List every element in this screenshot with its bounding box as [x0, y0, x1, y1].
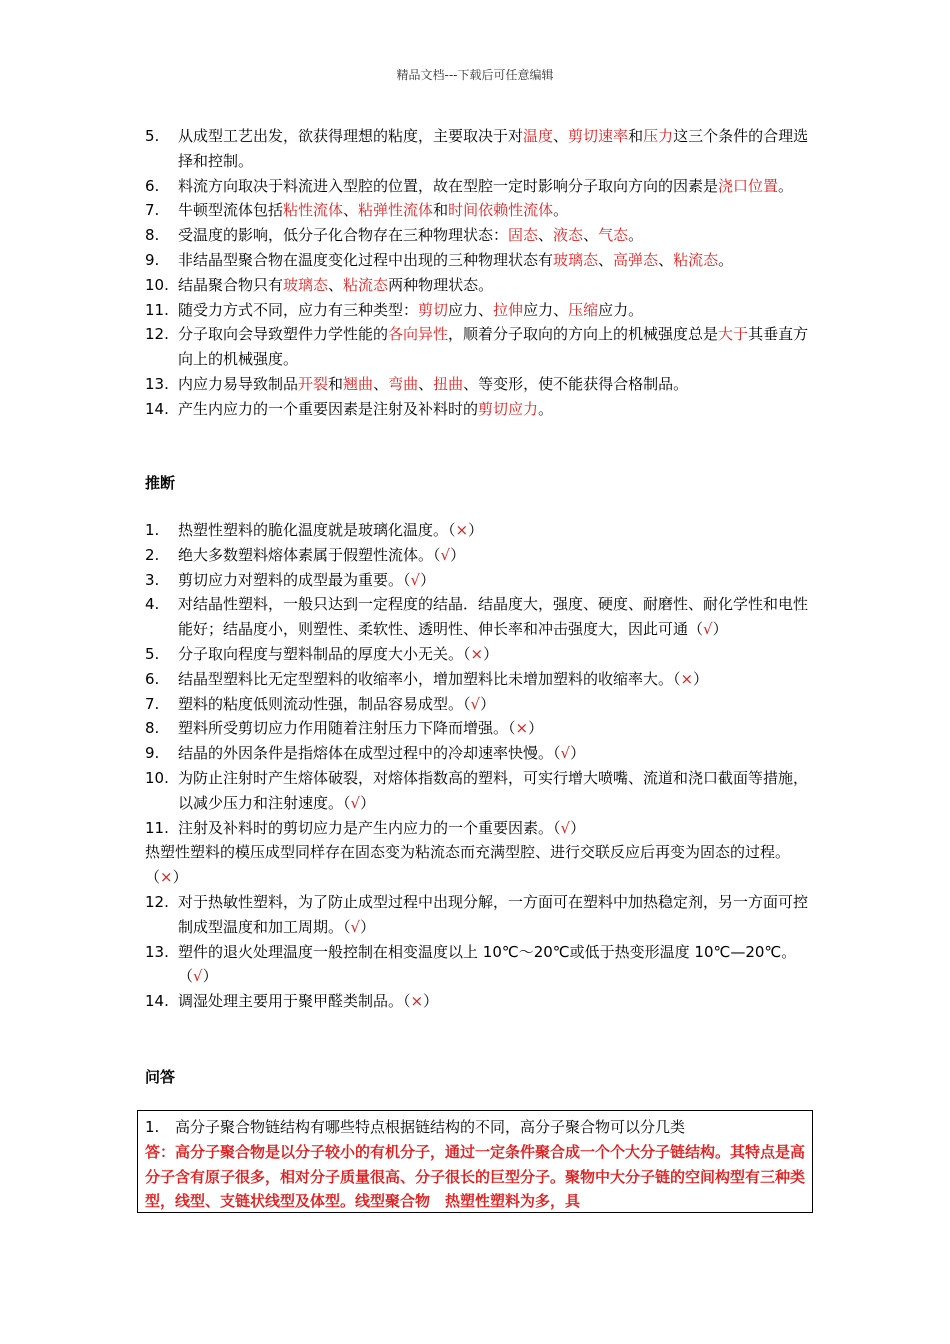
answer-text: 弯曲: [388, 374, 419, 393]
question-text: 牛顿型流体包括: [178, 201, 284, 220]
question-text: 。: [628, 226, 644, 245]
answer-text: 粘流态: [343, 275, 389, 294]
question-text-end: ）: [202, 967, 218, 986]
answer-mark: √: [560, 744, 571, 763]
answer-text: 压缩: [568, 300, 599, 319]
question-text: 。: [553, 201, 569, 220]
item-text: [178, 642, 810, 667]
question-text: 、: [328, 275, 344, 294]
question-text: 为防止注射时产生熔体破裂，对熔体指数高的塑料，可实行增大喷嘴、流道和浇口截面等措施，以减少压力和注射速度。（: [178, 768, 809, 812]
question-text: 结晶的外因条件是指熔体在成型过程中的冷却速率快慢。（: [178, 744, 561, 763]
question-text: 热塑性塑料的脆化温度就是玻璃化温度。（: [178, 521, 456, 539]
answer-mark: ×: [470, 644, 484, 663]
question-text: 、: [373, 374, 389, 393]
fill-blank-item: [145, 372, 810, 397]
answer-text: 扭曲: [433, 374, 464, 393]
question-text: 产生内应力的一个重要因素是注射及补料时的: [178, 399, 479, 418]
judgement-item: [145, 692, 810, 717]
question-text: 塑料的粘度低则流动性强，制品容易成型。（: [178, 694, 471, 713]
question-text-end: ）: [172, 868, 188, 887]
answer-text: 液态: [553, 226, 584, 245]
item-text: [178, 223, 810, 248]
item-text: [178, 543, 810, 568]
item-number: 12.: [145, 892, 169, 911]
item-text: [178, 741, 810, 766]
qa-question: [145, 1115, 805, 1140]
answer-mark: √: [703, 620, 713, 639]
item-text: [178, 667, 810, 692]
answer-mark: √: [193, 967, 203, 986]
question-text-end: ）: [693, 669, 709, 688]
question-text: 、: [343, 201, 359, 220]
question-text: 其垂直方向上的机械强度。: [178, 325, 809, 369]
answer-mark: √: [470, 694, 481, 713]
answer-text: 气态: [598, 226, 629, 245]
qa-answer: 答：高分子聚合物是以分子较小的有机分子，通过一定条件聚合成一个个大分子链结构。其特点是高分子含有原子很多，相对分子质量很高、分子很长的巨型分子。聚物中大分子链的空间构型有三种类型，线型、支链状线型及体型。线型聚合物 热塑性塑料为多，具: [145, 1142, 806, 1211]
answer-text: 浇口位置: [718, 176, 779, 195]
qa-question-number: 1.: [145, 1118, 160, 1136]
item-number: 1.: [145, 521, 160, 539]
judgement-paragraph: [145, 840, 810, 890]
question-text: 、: [583, 226, 599, 245]
item-number: 10.: [145, 768, 169, 787]
question-text: 料流方向取决于料流进入型腔的位置，故在型腔一定时影响分子取向方向的因素是: [178, 176, 719, 195]
item-number: 11.: [145, 818, 169, 837]
question-text: 应力、: [448, 300, 494, 319]
item-number: 4.: [145, 595, 160, 614]
item-number: 9.: [145, 250, 160, 269]
qa-box: [137, 1110, 813, 1213]
question-text: 两种物理状态。: [388, 275, 494, 294]
answer-text: 玻璃态: [283, 275, 329, 294]
answer-mark: ×: [455, 521, 469, 539]
question-text: 结晶型塑料比无定型塑料的收缩率小，增加塑料比未增加塑料的收缩率大。（: [178, 669, 681, 688]
item-number: 14.: [145, 992, 169, 1011]
answer-text: 剪切: [418, 300, 449, 319]
question-text: 对于热敏性塑料，为了防止成型过程中出现分解，一方面可在塑料中加热稳定剂，另一方面可控制成型温度和加工周期。（: [178, 892, 809, 936]
answer-text: 时间依赖性流体: [448, 201, 554, 220]
question-text-end: ）: [360, 917, 376, 936]
item-number: 14.: [145, 399, 169, 418]
question-text-end: ）: [360, 793, 376, 812]
question-text: 受温度的影响，低分子化合物存在三种物理状态：: [178, 226, 509, 245]
question-text: 非结晶型聚合物在温度变化过程中出现的三种物理状态有: [178, 250, 554, 269]
question-text: 热塑性塑料的模压成型同样存在固态变为粘流态而充满型腔、进行交联反应后再变为固态的过程。（: [145, 843, 791, 887]
item-text: [178, 989, 810, 1014]
answer-mark: √: [350, 917, 361, 936]
answer-text: 剪切应力: [478, 399, 539, 418]
answer-mark: √: [560, 818, 571, 837]
item-text: [178, 372, 810, 397]
answer-text: 剪切速率: [568, 127, 629, 145]
question-text: 。: [538, 399, 554, 418]
judgement-item: [145, 667, 810, 692]
fill-blank-item: [145, 198, 810, 223]
answer-text: 拉伸: [493, 300, 524, 319]
item-text: [178, 940, 810, 990]
question-text: 和: [628, 127, 644, 145]
item-number: 3.: [145, 570, 160, 589]
item-number: 9.: [145, 744, 160, 763]
item-number: 11.: [145, 300, 169, 319]
question-text: 、: [418, 374, 434, 393]
answer-mark: √: [410, 570, 421, 589]
answer-text: 温度: [523, 127, 554, 145]
question-text: 分子取向会导致塑件力学性能的: [178, 325, 389, 344]
judgement-section-title: 推断: [145, 474, 176, 492]
answer-mark: √: [350, 793, 361, 812]
question-text: 剪切应力对塑料的成型最为重要。（: [178, 570, 411, 589]
judgement-item: [145, 816, 810, 841]
answer-text: 各向异性: [388, 325, 449, 344]
judgement-item: [145, 766, 810, 816]
item-number: 13.: [145, 374, 169, 393]
item-text: [178, 716, 810, 741]
answer-text: 压力: [643, 127, 674, 145]
question-text: 、: [598, 250, 614, 269]
qa-section-title: 问答: [145, 1068, 176, 1086]
question-text-end: ）: [468, 521, 484, 539]
judgement-item: [145, 940, 810, 990]
answer-text: 粘性流体: [283, 201, 344, 220]
fill-blank-item: [145, 397, 810, 422]
fill-blank-item: [145, 124, 810, 174]
fill-blank-item: [145, 298, 810, 323]
question-text: 分子取向程度与塑料制品的厚度大小无关。（: [178, 644, 471, 663]
question-text: 、: [538, 226, 554, 245]
fill-blank-item: [145, 223, 810, 248]
answer-mark: ×: [160, 868, 173, 887]
judgement-item: [145, 890, 810, 940]
judgement-item: [145, 741, 810, 766]
question-text-end: ）: [570, 818, 586, 837]
item-number: 6.: [145, 176, 160, 195]
question-text: 结晶聚合物只有: [178, 275, 284, 294]
answer-text: 固态: [508, 226, 539, 245]
answer-text: 翘曲: [343, 374, 374, 393]
question-text: 和: [433, 201, 449, 220]
item-number: 2.: [145, 545, 160, 564]
question-text: 注射及补料时的剪切应力是产生内应力的一个重要因素。（: [178, 818, 561, 837]
item-number: 6.: [145, 669, 160, 688]
judgement-item: [145, 543, 810, 568]
question-text: 调湿处理主要用于聚甲醛类制品。（: [178, 992, 411, 1011]
question-text: 塑件的退火处理温度一般控制在相变温度以上 10℃～20℃或低于热变形温度 10℃—20℃。（: [178, 942, 797, 986]
answer-text: 玻璃态: [553, 250, 599, 269]
item-text: [178, 816, 810, 841]
question-text-end: ）: [528, 719, 544, 738]
item-text: [178, 890, 810, 940]
question-text: 、: [658, 250, 674, 269]
item-text: [178, 322, 810, 372]
question-text: 这三个条件的合理选择和控制。: [178, 127, 809, 170]
judgement-item: [145, 989, 810, 1014]
question-text-end: ）: [480, 694, 496, 713]
question-text: 应力。: [598, 300, 644, 319]
judgement-item: [145, 568, 810, 593]
question-text-end: ）: [450, 545, 466, 564]
answer-text: 高弹态: [613, 250, 659, 269]
qa-question-text: 高分子聚合物链结构有哪些特点根据链结构的不同，高分子聚合物可以分几类: [175, 1118, 686, 1136]
question-text-end: ）: [423, 992, 439, 1011]
question-text: 内应力易导致制品: [178, 374, 299, 393]
judgement-item: [145, 716, 810, 741]
item-text: [178, 518, 810, 543]
item-text: [178, 592, 810, 642]
item-text: [178, 174, 810, 199]
question-text: 。: [778, 176, 794, 195]
item-text: [178, 248, 810, 273]
answer-mark: ×: [515, 719, 529, 738]
item-number: 5.: [145, 127, 160, 145]
judgement-item: [145, 642, 810, 667]
question-text: 从成型工艺出发，欲获得理想的粘度，主要取决于对: [178, 127, 524, 145]
judgement-list: [145, 518, 810, 1014]
question-text-end: ）: [483, 644, 499, 663]
question-text: 应力、: [523, 300, 569, 319]
item-number: 5.: [145, 644, 160, 663]
judgement-item: [145, 592, 810, 642]
item-text: [178, 198, 810, 223]
fill-blank-item: [145, 273, 810, 298]
item-number: 10.: [145, 275, 169, 294]
question-text: 、等变形，使不能获得合格制品。: [463, 374, 689, 393]
question-text: 对结晶性塑料，一般只达到一定程度的结晶．结晶度大，强度、硬度、耐磨性、耐化学性和电性能好；结晶度小，则塑性、柔软性、透明性、伸长率和冲击强度大，因此可通（: [178, 595, 809, 639]
answer-text: 粘流态: [673, 250, 719, 269]
item-number: 8.: [145, 719, 160, 738]
answer-mark: √: [440, 545, 451, 564]
question-text-end: ）: [570, 744, 586, 763]
answer-text: 大于: [718, 325, 749, 344]
item-text: [178, 692, 810, 717]
judgement-item: [145, 518, 810, 543]
item-number: 13.: [145, 942, 169, 961]
item-text: [178, 298, 810, 323]
answer-text: 开裂: [298, 374, 329, 393]
question-text: 。: [718, 250, 734, 269]
question-text: 绝大多数塑料熔体素属于假塑性流体。（: [178, 545, 441, 564]
item-number: 7.: [145, 694, 160, 713]
question-text: 随受力方式不同，应力有三种类型：: [178, 300, 419, 319]
answer-mark: ×: [410, 992, 424, 1011]
fill-blank-list: [145, 124, 810, 422]
item-text: [178, 568, 810, 593]
question-text-end: ）: [712, 620, 728, 639]
fill-blank-item: [145, 322, 810, 372]
question-text: 塑料所受剪切应力作用随着注射压力下降而增强。（: [178, 719, 516, 738]
question-text-end: ）: [420, 570, 436, 589]
question-text: 、: [553, 127, 569, 145]
fill-blank-item: [145, 248, 810, 273]
question-text: ，顺着分子取向的方向上的机械强度总是: [448, 325, 719, 344]
question-text: 和: [328, 374, 344, 393]
item-number: 7.: [145, 201, 160, 220]
item-number: 12.: [145, 325, 169, 344]
answer-mark: ×: [680, 669, 694, 688]
item-number: 8.: [145, 226, 160, 245]
answer-text: 粘弹性流体: [358, 201, 434, 220]
page-header: 精品文档---下载后可任意编辑: [396, 68, 554, 82]
item-text: [178, 397, 810, 422]
item-text: [178, 766, 810, 816]
item-text: [178, 273, 810, 298]
item-text: [178, 124, 810, 174]
fill-blank-item: [145, 174, 810, 199]
